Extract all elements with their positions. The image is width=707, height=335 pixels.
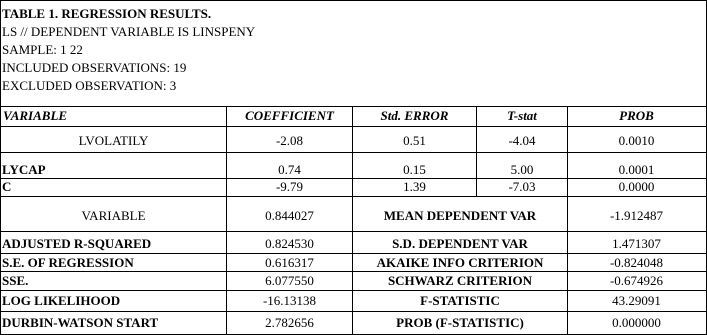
stat-label: SSE. <box>2 273 29 288</box>
std-error-value: 0.15 <box>403 162 426 177</box>
stats-row-rule <box>1 231 706 232</box>
col-header-std-error: Std. ERROR <box>380 108 449 123</box>
stat-label: MEAN DEPENDENT VAR <box>383 208 537 223</box>
stat-label: S.D. DEPENDENT VAR <box>392 236 528 251</box>
t-stat-value: -4.04 <box>508 133 536 148</box>
prob-value: 0.0001 <box>618 162 655 177</box>
coef-variable-name: LVOLATILY <box>78 133 149 148</box>
stat-value: 43.29091 <box>612 293 661 308</box>
std-error-value: 0.51 <box>403 133 426 148</box>
stat-value: 2.782656 <box>265 315 314 330</box>
coef-value: -9.79 <box>275 179 304 194</box>
header-line-included: INCLUDED OBSERVATIONS: 19 <box>2 60 187 75</box>
stat-value: 1.471307 <box>612 236 661 251</box>
prob-value: 0.0010 <box>618 133 655 148</box>
header-line-excluded: EXCLUDED OBSERVATION: 3 <box>2 78 177 93</box>
coef-value: 0.74 <box>278 162 301 177</box>
coef-variable-name: C <box>2 179 12 194</box>
stat-value: 0.616317 <box>265 255 314 270</box>
stat-label: LOG LIKELIHOOD <box>2 293 121 308</box>
stat-label: AKAIKE INFO CRITERION <box>376 255 544 270</box>
header-line-sample: SAMPLE: 1 22 <box>2 42 83 57</box>
stat-value: -0.674926 <box>609 273 664 288</box>
stat-value: -1.912487 <box>609 208 664 223</box>
stat-value: -16.13138 <box>262 293 317 308</box>
stats-row-rule <box>1 311 706 312</box>
stats-row-rule <box>1 290 706 291</box>
stat-value: 6.077550 <box>265 273 314 288</box>
stat-label: F-STATISTIC <box>420 293 500 308</box>
col-header-t-stat: T-stat <box>507 108 537 123</box>
stat-value: 0.824530 <box>265 236 314 251</box>
stat-value: 0.844027 <box>265 208 314 223</box>
coef-row-rule <box>1 152 706 153</box>
std-error-value: 1.39 <box>403 179 426 194</box>
stat-label: SCHWARZ CRITERION <box>387 273 533 288</box>
coef-variable-name: LYCAP <box>2 162 46 177</box>
stat-value: 0.000000 <box>612 315 661 330</box>
col-header-variable: VARIABLE <box>3 108 68 123</box>
coef-table-bottom-rule <box>1 196 706 197</box>
col-header-prob: PROB <box>619 108 654 123</box>
prob-value: 0.0000 <box>618 179 655 194</box>
stat-label: DURBIN-WATSON START <box>2 315 159 330</box>
table-title: TABLE 1. REGRESSION RESULTS. <box>2 6 212 21</box>
header-line-dependent: LS // DEPENDENT VARIABLE IS LINSPENY <box>2 24 256 39</box>
t-stat-value: -7.03 <box>508 179 536 194</box>
col-header-coefficient: COEFFICIENT <box>245 108 334 123</box>
stat-label: S.E. OF REGRESSION <box>2 255 134 270</box>
stat-label: ADJUSTED R-SQUARED <box>2 236 152 251</box>
stat-label: VARIABLE <box>81 208 146 223</box>
t-stat-value: 5.00 <box>510 162 534 177</box>
coef-table-header-bottom-rule <box>1 126 706 127</box>
stat-value: -0.824048 <box>609 255 664 270</box>
coef-value: -2.08 <box>275 133 304 148</box>
stat-label: PROB (F-STATISTIC) <box>396 315 524 330</box>
